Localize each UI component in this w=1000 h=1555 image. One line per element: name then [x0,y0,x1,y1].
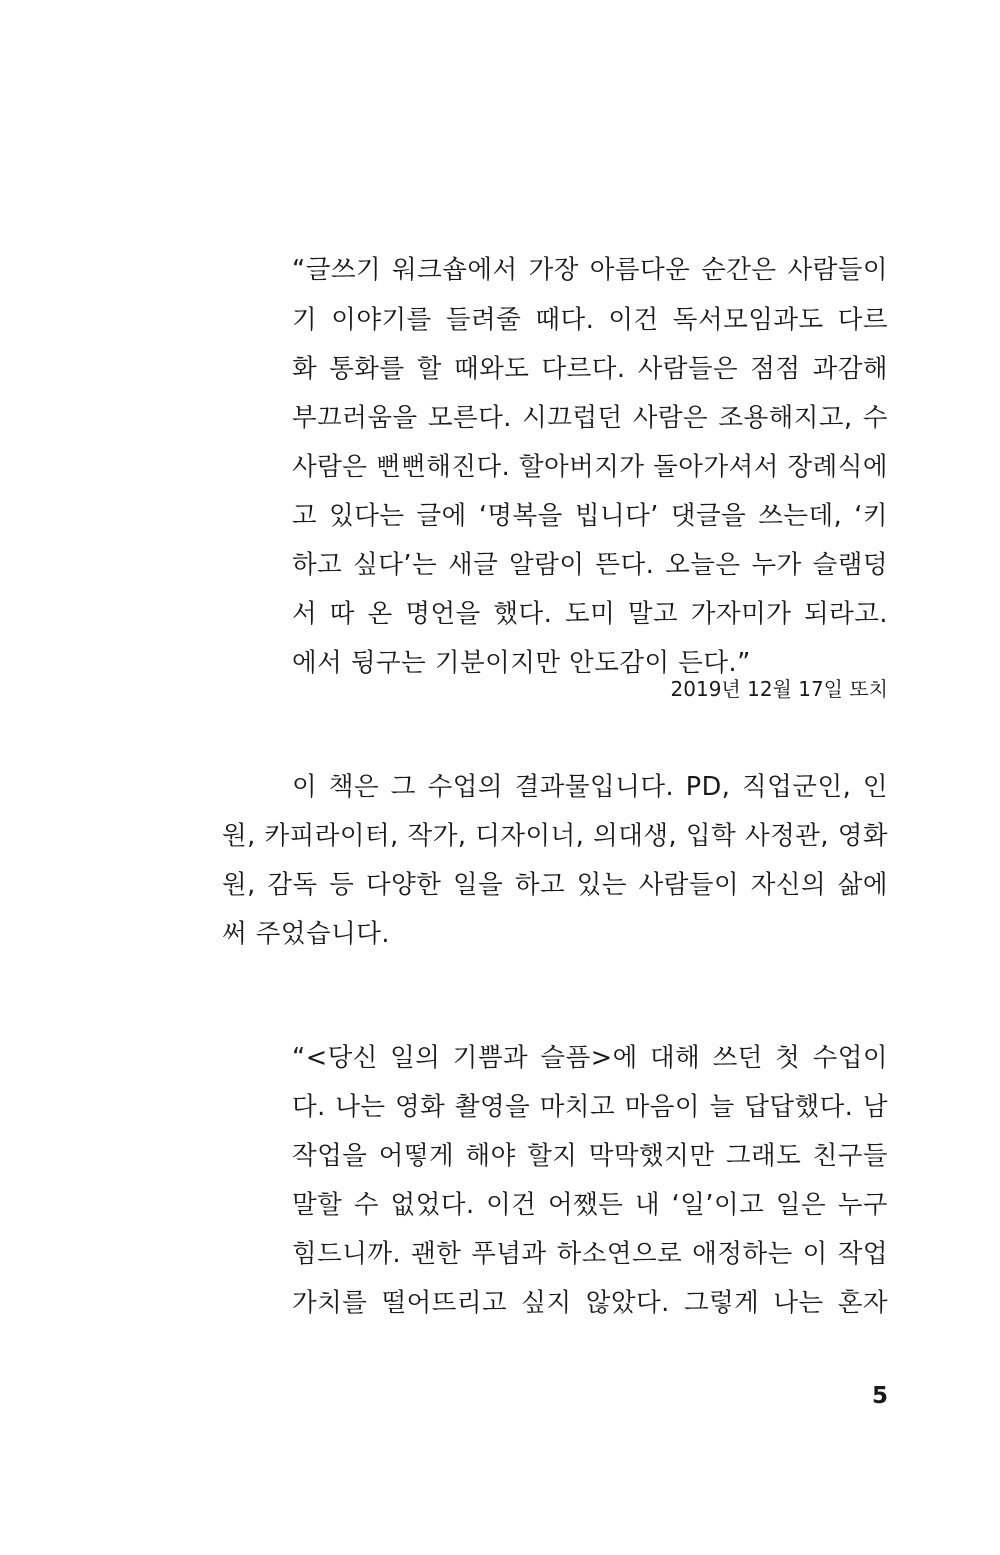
quote-1-line-1: “글쓰기 워크숍에서 가장 아름다운 순간은 사람들이 [292,255,888,285]
body-line-2: 원, 카피라이터, 작가, 디자이너, 의대생, 입학 사정관, 영화 [222,821,888,851]
quote-2-line-2: 다. 나는 영화 촬영을 마치고 마음이 늘 답답했다. 남 [292,1092,888,1122]
page-number: 5 [871,1383,888,1409]
quote-1-line-2: 기 이야기를 들려줄 때다. 이건 독서모임과도 다르 [292,305,888,335]
quote-2-line-6: 가치를 떨어뜨리고 싶지 않았다. 그렇게 나는 혼자 [292,1288,888,1318]
quote-1-line-5: 사람은 뻔뻔해진다. 할아버지가 돌아가셔서 장례식에 [292,452,888,482]
quote-1-line-4: 부끄러움을 모른다. 시끄럽던 사람은 조용해지고, 수 [292,403,888,433]
body-line-1: 이 책은 그 수업의 결과물입니다. PD, 직업군인, 인 [292,772,888,802]
quote-1-line-3: 화 통화를 할 때와도 다르다. 사람들은 점점 과감해 [292,354,888,384]
body-line-3: 원, 감독 등 다양한 일을 하고 있는 사람들이 자신의 삶에 [222,870,888,900]
body-line-4: 써 주었습니다. [222,919,391,949]
quote-2-line-4: 말할 수 없었다. 이건 어쨌든 내 ‘일’이고 일은 누구 [292,1190,888,1220]
quote-2-line-5: 힘드니까. 괜한 푸념과 하소연으로 애정하는 이 작업 [292,1239,888,1269]
quote-1-line-9: 에서 뒹구는 기분이지만 안도감이 든다.” [292,648,751,678]
quote-1-line-6: 고 있다는 글에 ‘명복을 빕니다’ 댓글을 쓰는데, ‘키 [292,501,888,531]
quote-2-line-1: “<당신 일의 기쁨과 슬픔>에 대해 쓰던 첫 수업이 [292,1043,888,1073]
quote-2-line-3: 작업을 어떻게 해야 할지 막막했지만 그래도 친구들 [292,1141,888,1171]
quote-1-line-7: 하고 싶다’는 새글 알람이 뜬다. 오늘은 누가 슬램덩 [292,550,888,580]
quote-attribution: 2019년 12월 17일 또치 [670,677,888,701]
quote-1-line-8: 서 따 온 명언을 했다. 도미 말고 가자미가 되라고. [292,599,888,629]
